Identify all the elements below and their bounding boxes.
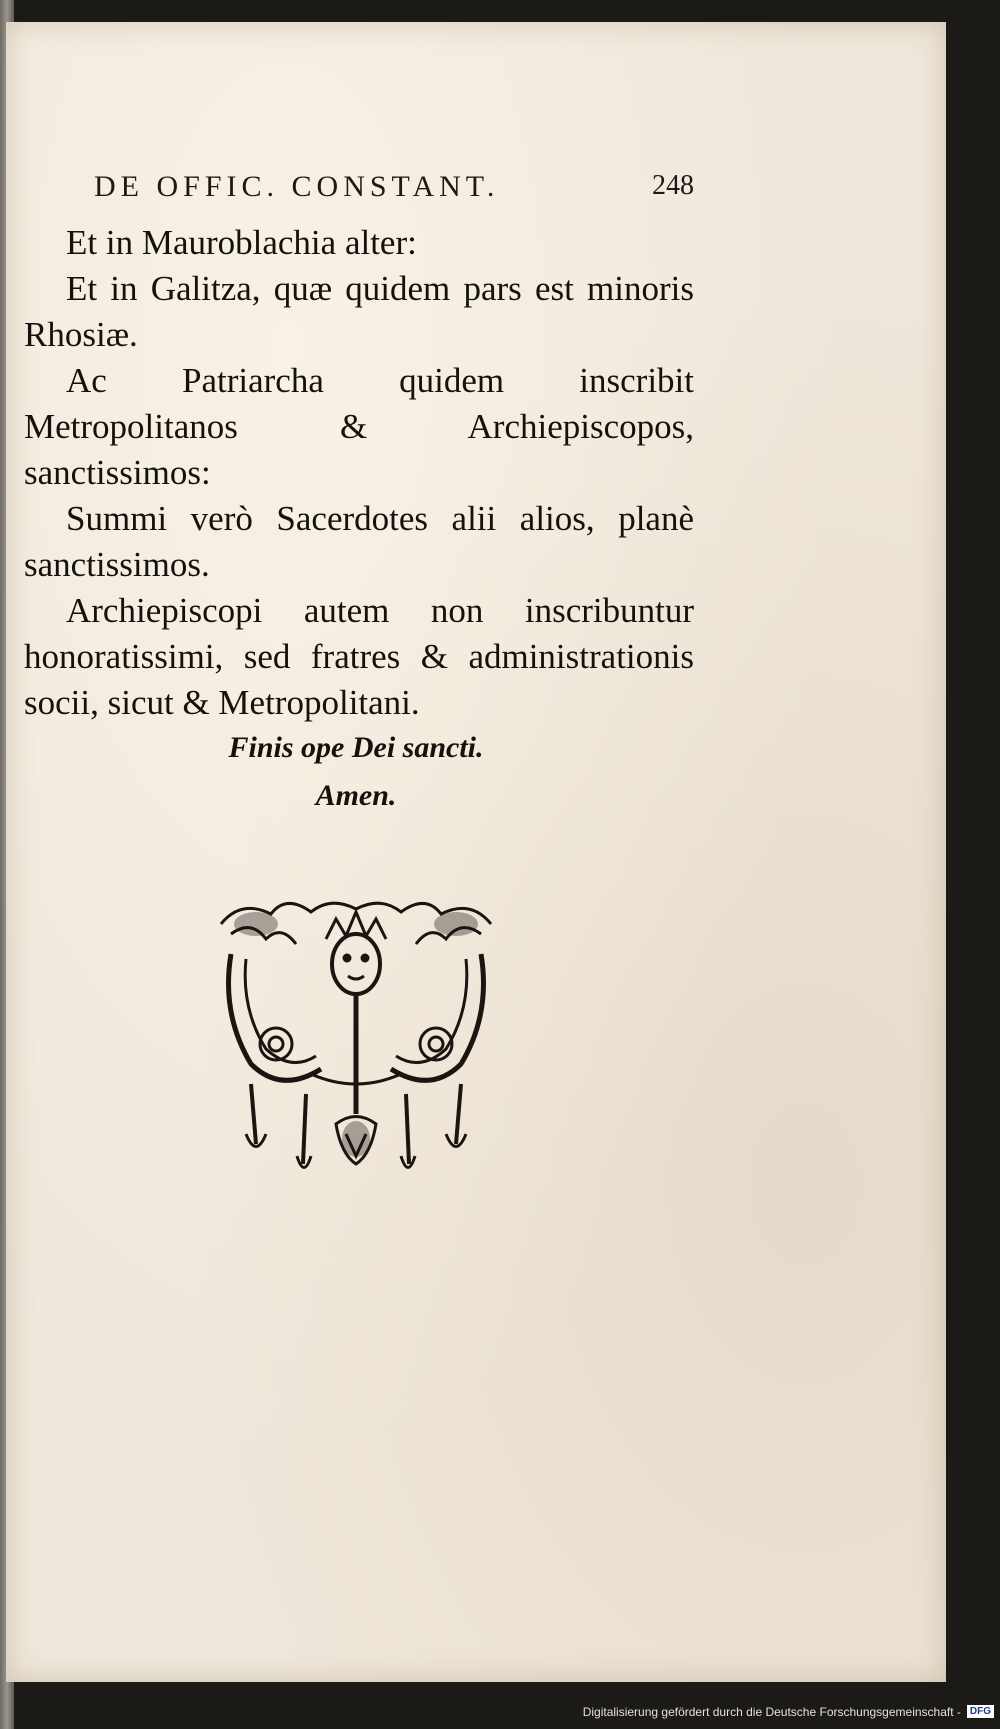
book-page [6,22,946,1682]
paragraph: Ac Patriarcha quidem inscribit Metropolitanos & Archiepiscopos, sanctissimos: [24,361,694,492]
dfg-logo: DFG [967,1705,994,1718]
colophon-amen: Amen. [315,779,397,812]
paragraph: Et in Mauroblachia alter: [66,223,417,262]
floral-woodcut-ornament-icon [211,894,501,1194]
page-header [94,170,694,210]
colophon [6,724,706,820]
page-number: 248 [652,170,694,201]
paragraph: Archiepiscopi autem non inscribuntur honoratissimi, sed fratres & administrationis socii, sicut & Metropolitani. [24,591,694,722]
paragraph: Summi verò Sacerdotes alii alios, planè sanctissimos. [24,499,694,584]
body-text [24,220,694,726]
digitization-credit [0,1704,1000,1729]
colophon-line: Finis ope Dei sancti. [228,731,484,764]
credit-text: Digitalisierung gefördert durch die Deutsche Forschungsgemeinschaft - [582,1704,961,1719]
paragraph: Et in Galitza, quæ quidem pars est minoris Rhosiæ. [24,269,694,354]
running-head: DE OFFIC. CONSTANT. [94,170,500,203]
